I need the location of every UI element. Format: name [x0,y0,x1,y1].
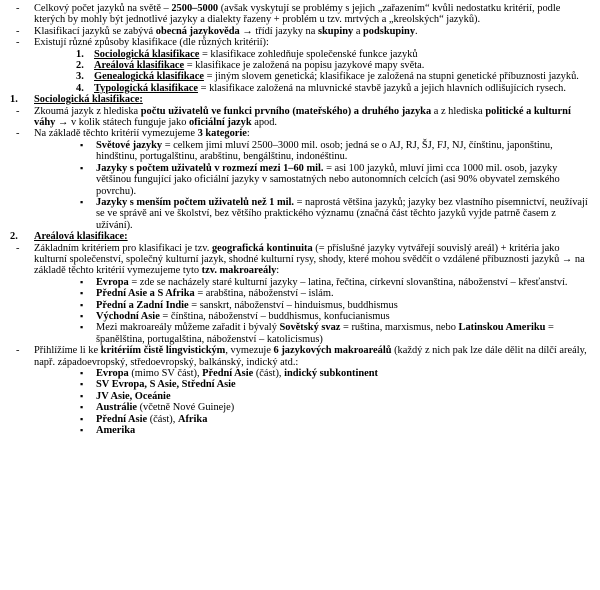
section-2-linguistic-criteria [10,345,592,368]
list-item [10,300,592,311]
text-run: Přední a Zadní Indie [96,299,189,311]
list-item [10,322,592,345]
list-item [10,197,592,231]
text-run: Klasifikací jazyků se zabývá [34,25,156,37]
list-item [10,71,592,82]
section-1-items [10,106,592,140]
list-marker: ▪ [80,276,84,287]
text-run: Areálová klasifikace [94,60,185,72]
list-marker: ▪ [80,425,84,436]
text-run: Sociologická klasifikace [94,48,200,60]
list-marker: ▪ [80,413,84,424]
list-item [10,402,592,413]
text-run: Přední Asie [202,368,254,379]
text-run: Existují různé způsoby klasifikace (dle různých kritérií): [34,37,269,49]
text-run: = klasifikace založená na mluvnické stavbě jazyků a jejich hlavních odlišujících rysech. [198,82,566,94]
list-item [10,391,592,402]
list-marker: 3. [76,71,84,83]
text-run: = celkem jimi mluví 2500–3000 mil. osob; jedná se o AJ, RJ, ŠJ, FJ, NJ, čínštinu, japonštinu, hindštinu, portugalštinu, arabštinu, bengálštinu, indonéštinu. [96,139,553,163]
text-run: , vymezuje [225,345,274,357]
text-run: Východní Asie [96,310,160,322]
list-marker: ▪ [80,402,84,413]
text-run: 3 kategorie [197,128,247,140]
list-marker: ▪ [80,379,84,390]
text-run: Afrika [177,413,208,425]
list-item [10,414,592,425]
list-marker: ▪ [80,322,84,333]
list-item [10,311,592,322]
list-item [10,425,592,436]
list-marker: 1. [76,48,84,60]
section-1-title: Sociologická klasifikace: [34,94,143,106]
section-2-number: 2. [10,231,18,243]
text-run: Přihlížíme li ke [34,345,101,357]
list-item [10,243,592,277]
text-run: : [246,128,250,140]
list-marker: ▪ [80,368,84,378]
text-run: Typologická klasifikace [94,82,199,94]
list-item [10,106,592,129]
list-marker: ▪ [80,390,84,401]
text-run: skupiny [317,25,354,37]
text-run: (avšak vyskytují se problémy s jejich „zařazením“ kvůli nedostatku kritérií, podle kterých by mohly být jednotlivé jazyky a dialekty řazeny + problém u tzv. mrtvých a „kreolských“ jazyků). [34,3,561,26]
list-marker: - [16,37,20,49]
list-marker: 2. [76,60,84,72]
text-run: počtu uživatelů ve funkci prvního (mateřského) a druhého jazyka [140,105,432,117]
text-run: = klasifikace zohledňuje společenské funkce jazyků [199,48,418,60]
list-item [10,49,592,60]
text-run: tzv. makroareály [201,265,277,277]
list-item [10,368,592,379]
text-run: Světové jazyky [96,139,163,151]
list-item [10,3,592,26]
text-run: podskupiny [363,25,416,37]
text-run: geografická kontinuita [211,242,313,254]
text-run: JV Asie, Oceánie [96,390,171,402]
text-run: Jazyky s menším počtem uživatelů než 1 mil. [96,196,294,208]
list-marker: - [16,345,20,357]
list-marker: 4. [76,82,84,94]
list-marker: ▪ [80,288,84,299]
text-run: Amerika [96,425,136,437]
text-run: indický subkontinent [284,368,378,379]
text-run: = sanskrt, náboženství – hinduismus, buddhismus [188,299,398,311]
text-run: = klasifikace je založená na popisu jazykové mapy světa. [184,60,425,72]
text-run: (část), [147,413,178,425]
list-marker: ▪ [80,196,84,207]
classification-types-list [10,49,592,95]
section-1-heading [10,94,592,105]
section-1-categories [10,140,592,231]
list-marker: - [16,105,20,117]
text-run: oficiální jazyk [188,117,252,129]
list-marker: ▪ [80,139,84,150]
text-run: = asi 100 jazyků, mluví jimi cca 1000 mil. osob, jazyky většinou fungující jako oficiální jazyky v samostatných nebo autonomních celcích (asi 90% obyvatel zemského povrchu). [96,162,560,197]
list-marker: ▪ [80,162,84,173]
section-2-title: Areálová klasifikace: [34,231,128,243]
text-run: (část), [253,368,285,379]
section-2-items [10,243,592,277]
text-run: SV Evropa, S Asie, Střední Asie [96,379,236,391]
list-item [10,277,592,288]
text-run: Základním kritériem pro klasifikaci je tzv. [34,242,212,254]
text-run: → v kolik státech funguje jako [55,117,189,129]
text-run: Evropa [96,368,129,379]
text-run: = zde se nacházely staré kulturní jazyky – latina, řečtina, církevní slovanština, náboženství – křesťanství. [128,276,568,288]
text-run: politické a kulturní váhy [34,105,571,129]
section-1-number: 1. [10,94,18,106]
list-item [10,288,592,299]
section-2-heading [10,231,592,242]
text-run: Evropa [96,276,129,288]
text-run: 2500–5000 [171,3,219,14]
list-item [10,345,592,368]
text-run: Jazyky s počtem uživatelů v rozmezí mezi 1–60 mil. [96,162,324,174]
text-run: = ruština, marxismus, nebo [340,322,459,334]
text-run: = španělština, portugalština, náboženství – katolicismus) [96,322,554,345]
text-run: apod. [251,117,278,129]
text-run: = naprostá většina jazyků; jazyky bez vlastního písemnictví, neužívají se ve správě ani ve školství, bez většího praktického významu (značná část těchto jazyků vyjde patrně časem z užívání). [96,196,588,231]
text-run: → třídí jazyky na [239,25,318,37]
text-run: (včetně Nové Guineje) [136,402,235,414]
list-item [10,140,592,163]
list-marker: - [16,3,20,14]
list-item [10,163,592,197]
text-run: a [353,25,364,37]
section-2-linguistic-areas [10,368,592,436]
list-item [10,60,592,71]
text-run: Přední Asie a S Afrika [96,288,195,300]
text-run: = jiným slovem genetická; klasifikace je založená na stupni genetické příbuznosti jazyků. [203,71,579,83]
text-run: Sovětský svaz [279,322,341,334]
text-run: . [415,25,418,37]
text-run: Na základě těchto kritérií vymezujeme [34,128,198,140]
list-item [10,26,592,37]
intro-list [10,3,592,49]
text-run: Latinskou Ameriku [458,322,546,334]
list-marker: - [16,242,20,254]
text-run: Celkový počet jazyků na světě – [34,3,172,14]
text-run: Přední Asie [96,413,148,425]
text-run: = arabština, náboženství – islám. [194,288,334,300]
text-run: (každý z nich pak lze dále dělit na dílčí areály, např. západoevropský, středoevropský, balkánský, indický atd.: [34,345,587,368]
list-marker: - [16,128,20,140]
text-run: (= příslušné jazyky vytvářejí souvislý areál) + kritéria jako kulturní společenství, společný kulturní jazyk, shodné kulturní rysy, shody, které mohou svědčit o vzdálené příbuznosti jazyků → na základě těchto kritérií vymezujeme tyto [34,242,585,277]
list-marker: ▪ [80,310,84,321]
text-run: Zkoumá jazyk z hlediska [34,105,141,117]
text-run: kritériím čistě lingvistickým [100,345,226,357]
text-run: = čínština, náboženství – buddhismus, konfucianismus [159,310,390,322]
text-run: Austrálie [96,402,137,414]
section-2-macroareas [10,277,592,345]
list-item [10,83,592,94]
list-item [10,128,592,139]
text-run: obecná jazykověda [155,25,240,37]
text-run: (mimo SV část), [128,368,203,379]
text-run: 6 jazykových makroareálů [273,345,392,357]
list-item [10,37,592,48]
text-run: : [276,265,280,277]
text-run: Mezi makroareály můžeme zařadit i bývalý [96,322,280,334]
list-item [10,379,592,390]
list-marker: - [16,25,20,37]
list-marker: ▪ [80,299,84,310]
text-run: Genealogická klasifikace [94,71,204,83]
text-run: a z hlediska [431,105,486,117]
